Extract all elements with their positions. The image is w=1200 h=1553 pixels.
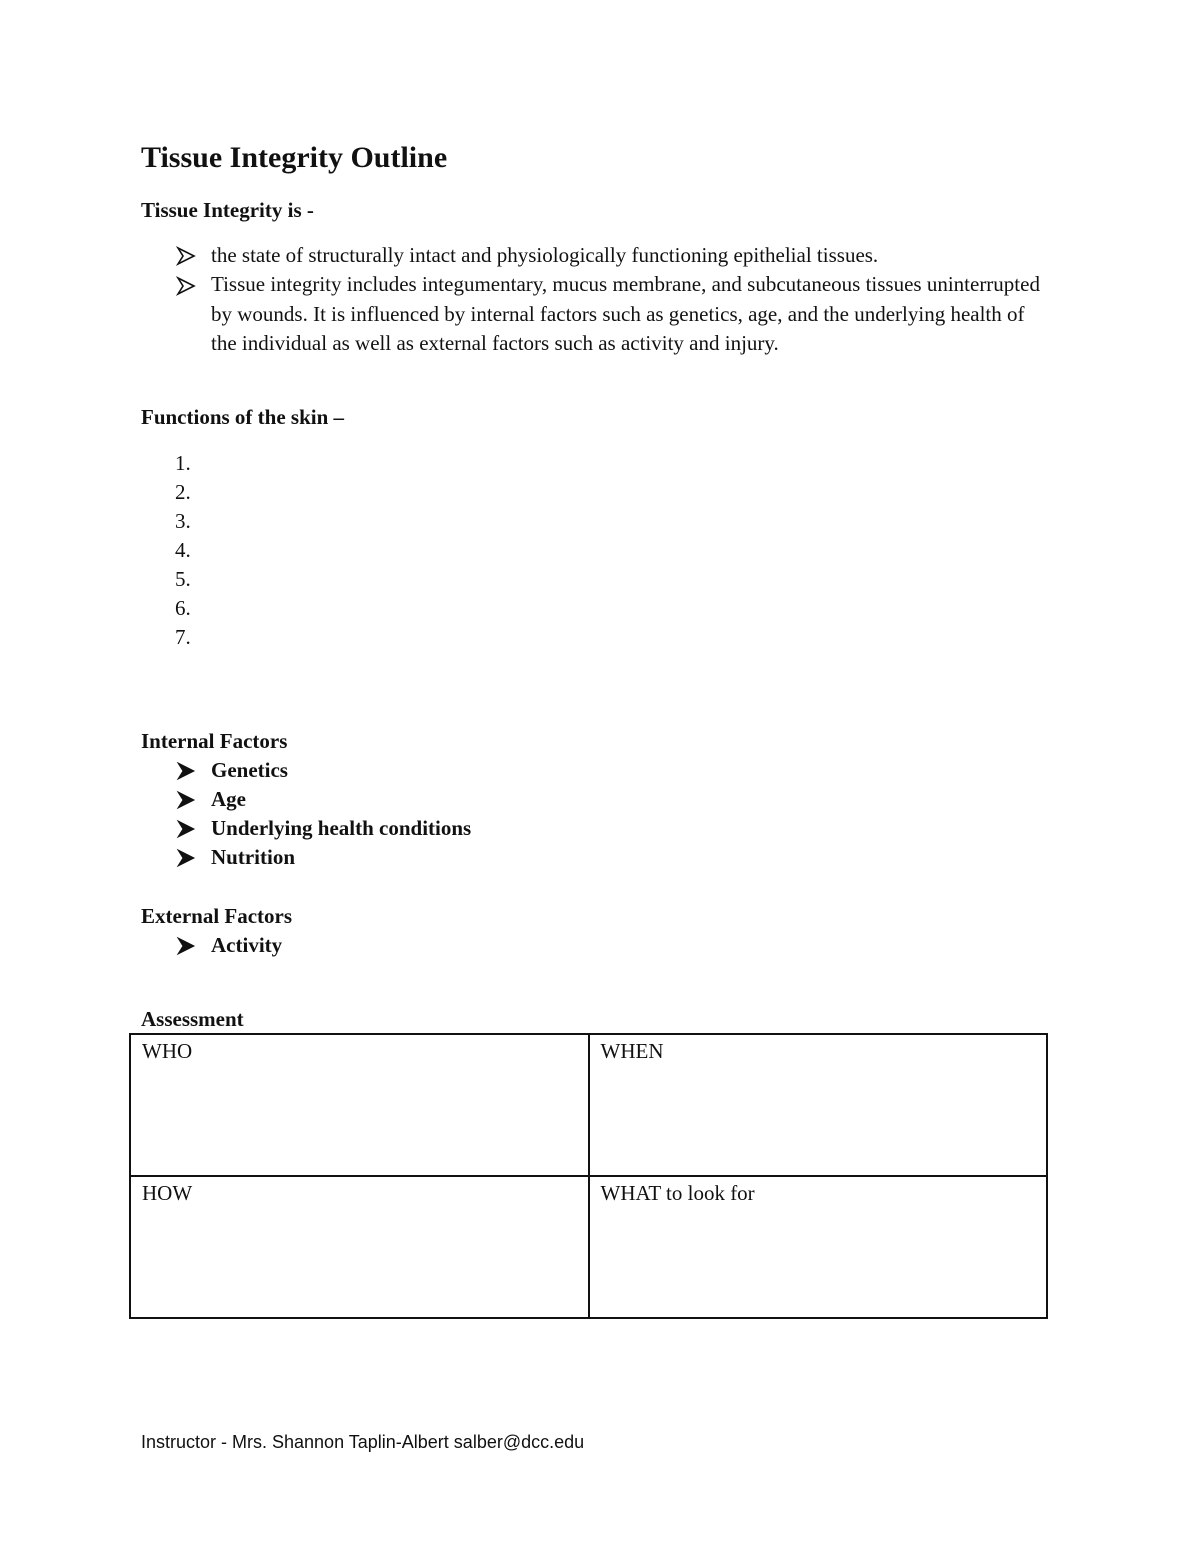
assessment-cell-how: HOW <box>130 1176 589 1318</box>
internal-factor-item: Age <box>211 787 246 811</box>
page-footer: Instructor - Mrs. Shannon Taplin-Albert salber@dcc.edu <box>141 1432 585 1452</box>
assessment-cell-when: WHEN <box>589 1034 1048 1176</box>
arrow-bullet-icon <box>176 848 196 868</box>
arrow-bullet-icon <box>176 936 196 956</box>
function-number: 3. <box>175 509 191 533</box>
internal-factor-item: Nutrition <box>211 845 295 869</box>
table-row <box>130 1176 1047 1318</box>
assessment-table <box>129 1033 1048 1319</box>
table-row <box>130 1034 1047 1176</box>
definition-bullet: Tissue integrity includes integumentary, mucus membrane, and subcutaneous tissues uninterrupted by wounds. It is influenced by internal factors such as genetics, age, and the underlying health of the individual as well as external factors such as activity and injury. <box>211 272 1040 355</box>
arrow-bullet-icon <box>176 276 196 296</box>
function-number: 2. <box>175 480 191 504</box>
function-number: 7. <box>175 625 191 649</box>
arrow-bullet-icon <box>176 246 196 266</box>
assessment-cell-what: WHAT to look for <box>589 1176 1048 1318</box>
arrow-bullet-icon <box>176 819 196 839</box>
internal-factors-heading: Internal Factors <box>141 729 288 753</box>
assessment-cell-who: WHO <box>130 1034 589 1176</box>
definition-bullet: the state of structurally intact and physiologically functioning epithelial tissues. <box>211 243 879 267</box>
page-title: Tissue Integrity Outline <box>141 141 448 174</box>
function-number: 6. <box>175 596 191 620</box>
external-factor-item: Activity <box>211 933 283 957</box>
arrow-bullet-icon <box>176 790 196 810</box>
definition-heading: Tissue Integrity is - <box>141 198 314 222</box>
functions-heading: Functions of the skin – <box>141 405 345 429</box>
external-factors-heading: External Factors <box>141 904 293 928</box>
function-number: 5. <box>175 567 191 591</box>
internal-factor-item: Underlying health conditions <box>211 816 472 840</box>
internal-factor-item: Genetics <box>211 758 288 782</box>
function-number: 4. <box>175 538 191 562</box>
arrow-bullet-icon <box>176 761 196 781</box>
function-number: 1. <box>175 451 191 475</box>
assessment-heading: Assessment <box>141 1007 244 1031</box>
